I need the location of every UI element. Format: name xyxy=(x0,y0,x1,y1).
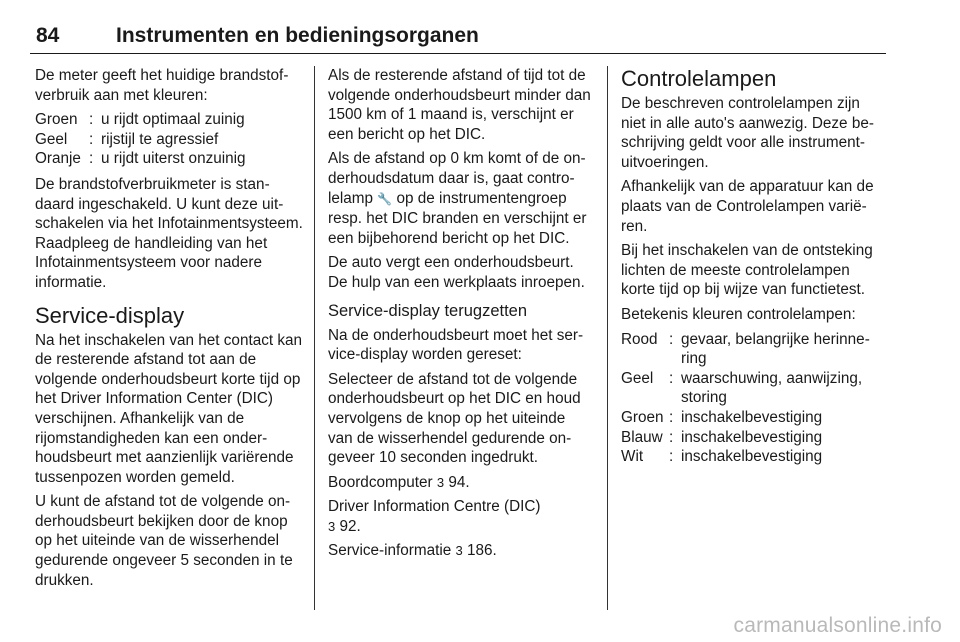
color-key: Wit xyxy=(621,448,644,466)
paragraph: Na het inschakelen van het contact kan de resterende afstand tot aan de volgende onderhoudsbeurt korte tijd op het Driver Information Center (DIC) verschijnen. Afhankelijk van de rijomstandigheden kan een onderhoudsbeurt met aanzienlijk variërende tussenpozen worden gemeld. xyxy=(35,331,303,486)
arrow-icon: 3 xyxy=(436,474,445,490)
paragraph xyxy=(328,149,594,248)
watermark: carmanualsonline.info xyxy=(733,614,942,637)
reference-page: 94. xyxy=(448,473,470,491)
fuel-color-list xyxy=(35,110,303,169)
color-key: Groen xyxy=(621,408,664,426)
color-key: Geel xyxy=(621,369,654,387)
color-value: u rijdt uiterst onzuinig xyxy=(101,150,246,168)
column-1 xyxy=(35,66,303,595)
color-value: inschakelbevestiging xyxy=(681,428,823,446)
section-heading-service-display: Service-display xyxy=(35,302,185,328)
lamp-color-list xyxy=(621,330,887,467)
paragraph-text: Als de afstand op 0 km komt of de onderhoudsdatum daar is, gaat controlelamp xyxy=(328,150,586,207)
color-key: Rood xyxy=(621,330,658,348)
column-2 xyxy=(328,66,594,566)
color-key: Groen xyxy=(35,111,78,129)
paragraph: Als de resterende afstand of tijd tot de volgende onderhoudsbeurt minder dan 1500 km of 1 maand is, verschijnt er een bericht op het DIC. xyxy=(328,67,591,143)
running-title: Instrumenten en bedieningsorganen xyxy=(116,24,479,47)
paragraph: Na de onderhoudsbeurt moet het service-display worden gereset: xyxy=(328,326,584,364)
color-sep: : xyxy=(89,111,94,129)
paragraph: De beschreven controlelampen zijn niet in alle auto's aanwezig. Deze beschrijving geldt voor alle instrumentuitvoeringen. xyxy=(621,95,874,171)
wrench-icon: 🔧 xyxy=(377,191,393,206)
column-divider-2 xyxy=(607,66,608,610)
subheading-reset: Service-display terugzetten xyxy=(328,301,528,320)
reference-text: Service-informatie xyxy=(328,542,452,560)
reference-text: Boordcomputer xyxy=(328,473,433,491)
color-sep: : xyxy=(669,428,674,446)
column-3 xyxy=(621,66,887,473)
color-value: waarschuwing, aanwijzing, storing xyxy=(681,369,863,407)
fuel-meter-intro: De meter geeft het huidige brandstofverbruik aan met kleuren: xyxy=(35,67,289,104)
color-sep: : xyxy=(669,408,674,426)
paragraph: U kunt de afstand tot de volgende onderhoudsbeurt bekijken door de knop op het uiteinde van de wisserhendel gedurende ongeveer 5 seconden in te drukken. xyxy=(35,493,293,589)
paragraph: De brandstofverbruikmeter is standaard ingeschakeld. U kunt deze uitschakelen via het Infotainmentsysteem. Raadpleeg de handleiding van het Infotainmentsysteem voor nadere informatie. xyxy=(35,175,303,291)
color-value: inschakelbevestiging xyxy=(681,448,823,466)
color-value: rijstijl te agressief xyxy=(101,130,219,148)
paragraph: De auto vergt een onderhoudsbeurt. De hulp van een werkplaats inroepen. xyxy=(328,254,585,291)
arrow-icon: 3 xyxy=(328,518,336,534)
paragraph: Selecteer de afstand tot de volgende onderhoudsbeurt op het DIC en houd vervolgens de knop op het uiteinde van de wisserhendel gedurende ongeveer 10 seconden ingedrukt. xyxy=(328,370,581,467)
column-divider-1 xyxy=(314,66,315,610)
header-rule xyxy=(30,53,886,54)
paragraph: Bij het inschakelen van de ontsteking lichten de meeste controlelampen korte tijd op bij wijze van functietest. xyxy=(621,242,873,299)
color-sep: : xyxy=(669,330,674,348)
reference-page: 92. xyxy=(339,517,361,535)
cross-reference[interactable] xyxy=(328,497,594,536)
cross-reference[interactable] xyxy=(328,473,594,493)
color-key: Oranje xyxy=(35,150,81,168)
cross-reference[interactable] xyxy=(328,541,594,561)
page-header xyxy=(30,24,886,54)
page-number: 84 xyxy=(36,24,60,47)
color-key: Geel xyxy=(35,130,68,148)
color-value: gevaar, belangrijke herinnering xyxy=(681,330,870,368)
reference-page: 186. xyxy=(467,542,497,560)
color-sep: : xyxy=(89,150,94,168)
paragraph: Afhankelijk van de apparatuur kan de plaats van de Controlelampen variëren. xyxy=(621,178,874,235)
color-sep: : xyxy=(669,369,674,387)
color-sep: : xyxy=(89,130,94,148)
arrow-icon: 3 xyxy=(455,543,463,559)
color-sep: : xyxy=(669,448,674,466)
paragraph: Betekenis kleuren controlelampen: xyxy=(621,305,856,323)
paragraph-text: op de instrumentengroep resp. het DIC branden en verschijnt er een bijbehorend bericht op het DIC. xyxy=(328,189,587,247)
color-key: Blauw xyxy=(621,428,663,446)
reference-text: Driver Information Centre (DIC) xyxy=(328,498,541,516)
color-value: u rijdt optimaal zuinig xyxy=(101,111,245,129)
section-heading-controlelampen: Controlelampen xyxy=(621,66,777,91)
color-value: inschakelbevestiging xyxy=(681,408,823,426)
